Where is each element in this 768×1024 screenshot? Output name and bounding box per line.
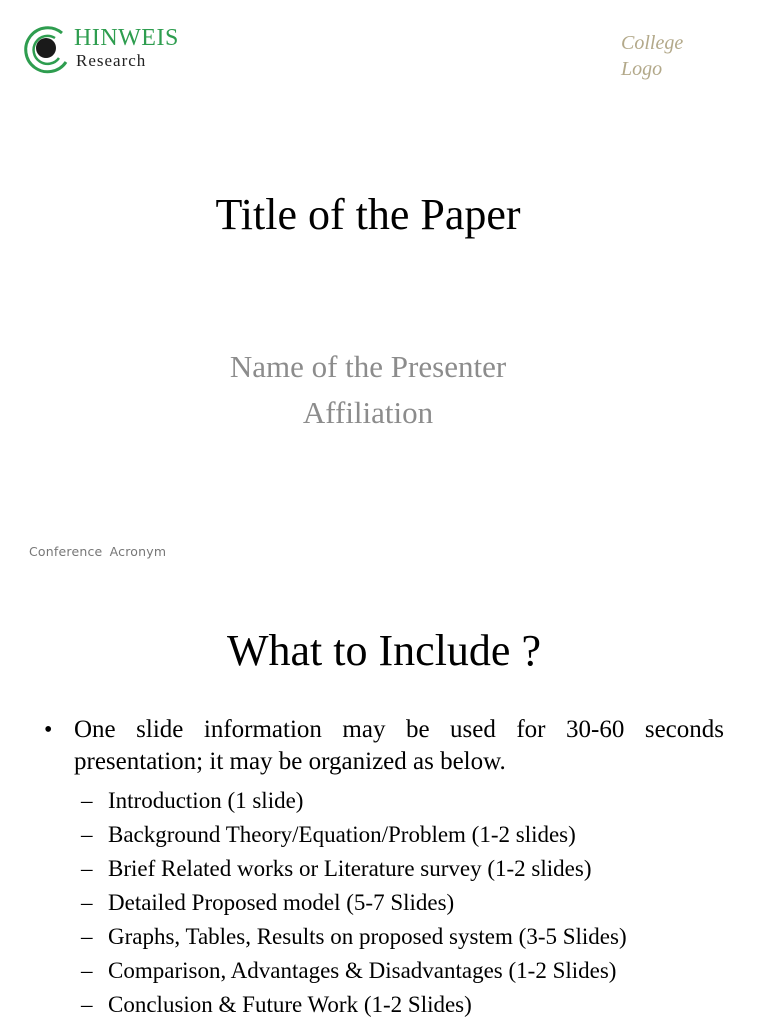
dash-icon: – bbox=[81, 958, 93, 983]
bullet-dot-icon: • bbox=[44, 717, 53, 743]
conference-acronym: Conference Acronym bbox=[29, 544, 167, 559]
bullet-item bbox=[44, 714, 724, 778]
paper-title: Title of the Paper bbox=[215, 190, 521, 239]
list-item bbox=[44, 886, 724, 920]
dash-icon: – bbox=[81, 924, 93, 949]
list-item-text: Brief Related works or Literature survey (1-2 slides) bbox=[108, 856, 592, 881]
college-logo-line: College bbox=[621, 32, 684, 54]
presenter-block bbox=[0, 344, 736, 436]
list-item bbox=[44, 818, 724, 852]
college-logo-line: Logo bbox=[621, 58, 663, 80]
dash-icon: – bbox=[81, 992, 93, 1017]
college-logo-placeholder bbox=[621, 30, 683, 82]
dash-icon: – bbox=[81, 856, 93, 881]
list-item bbox=[44, 852, 724, 886]
logo-sub: Research bbox=[76, 51, 147, 70]
list-item-text: Introduction (1 slide) bbox=[108, 788, 304, 813]
sub-bullet-list bbox=[44, 784, 724, 1022]
hinweis-research-logo bbox=[22, 24, 202, 76]
hinweis-logo-icon bbox=[22, 24, 72, 76]
list-item-text: Detailed Proposed model (5-7 Slides) bbox=[108, 890, 455, 915]
bullet-list bbox=[44, 714, 724, 1022]
list-item bbox=[44, 954, 724, 988]
slide-title: What to Include ? bbox=[227, 626, 541, 675]
content-slide bbox=[0, 576, 768, 1024]
logo-name: HINWEIS bbox=[74, 25, 179, 51]
list-item-text: Comparison, Advantages & Disadvantages (1-2 Slides) bbox=[108, 958, 617, 983]
list-item-text: Background Theory/Equation/Problem (1-2 slides) bbox=[108, 822, 576, 847]
dash-icon: – bbox=[81, 788, 93, 813]
list-item bbox=[44, 920, 724, 954]
dash-icon: – bbox=[81, 822, 93, 847]
list-item bbox=[44, 988, 724, 1022]
dash-icon: – bbox=[81, 890, 93, 915]
presenter-name: Name of the Presenter bbox=[229, 349, 507, 384]
list-item-text: Conclusion & Future Work (1-2 Slides) bbox=[108, 992, 472, 1017]
bullet-text: One slide information may be used for 30-60 seconds presentation; it may be organized as below. bbox=[74, 716, 724, 775]
list-item bbox=[44, 784, 724, 818]
affiliation: Affiliation bbox=[302, 395, 434, 430]
list-item-text: Graphs, Tables, Results on proposed system (3-5 Slides) bbox=[108, 924, 627, 949]
